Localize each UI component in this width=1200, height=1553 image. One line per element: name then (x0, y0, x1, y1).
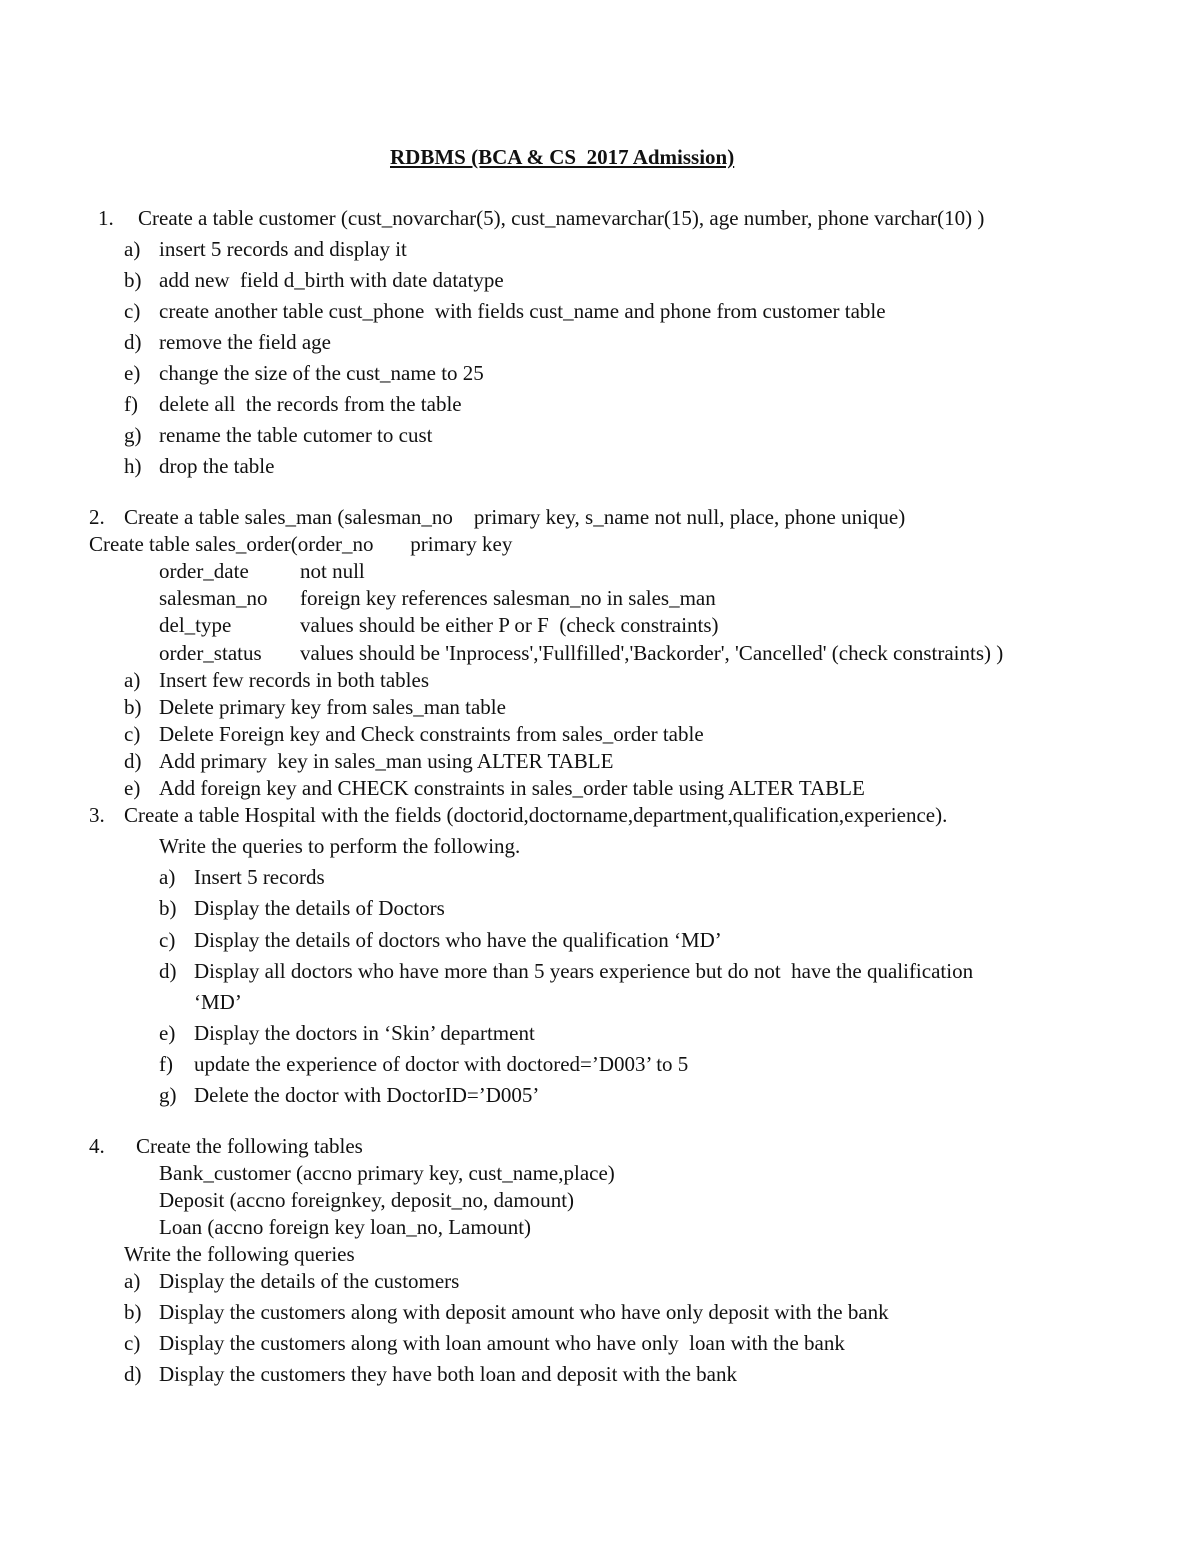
item-marker: d) (124, 1362, 142, 1386)
list-item-text: Insert few records in both tables (159, 668, 429, 692)
field-name: del_type (159, 613, 232, 637)
list-item-text: drop the table (159, 454, 275, 478)
list-item-text: Delete primary key from sales_man table (159, 695, 506, 719)
list-item (124, 724, 140, 745)
list-item (124, 239, 140, 260)
question-4-number: 4. (89, 1134, 105, 1158)
list-item-text: insert 5 records and display it (159, 237, 407, 261)
item-marker: a) (124, 1269, 141, 1293)
item-marker: a) (159, 865, 176, 889)
item-marker: a) (124, 668, 141, 692)
list-item (124, 332, 142, 353)
list-item (124, 456, 142, 477)
page-title: RDBMS (BCA & CS 2017 Admission) (390, 145, 735, 169)
field-desc: foreign key references salesman_no in sales_man (300, 586, 716, 610)
list-item-text: Display the customers they have both loan and deposit with the bank (159, 1362, 737, 1386)
item-marker: e) (124, 776, 141, 800)
list-item-text: Display the details of the customers (159, 1269, 460, 1293)
question-3-text: Create a table Hospital with the fields (doctorid,doctorname,department,qualification,experience). (124, 803, 948, 827)
item-marker: f) (124, 392, 138, 416)
question-3-number: 3. (89, 803, 105, 827)
list-item-text: Delete the doctor with DoctorID=’D005’ (194, 1083, 540, 1107)
question-4-text: Create the following tables (136, 1134, 363, 1158)
list-item (124, 270, 142, 291)
field-desc: values should be 'Inprocess','Fullfilled','Backorder', 'Cancelled' (check constraints) ) (300, 641, 1004, 665)
item-marker: h) (124, 454, 142, 478)
list-item (124, 697, 142, 718)
table-definition: Loan (accno foreign key loan_no, Lamount) (159, 1215, 532, 1239)
item-marker: e) (159, 1021, 176, 1045)
list-item-text: Display the customers along with deposit amount who have only deposit with the bank (159, 1300, 889, 1324)
list-item-text: Add foreign key and CHECK constraints in sales_order table using ALTER TABLE (159, 776, 865, 800)
list-item (159, 1085, 177, 1106)
list-item (159, 867, 175, 888)
list-item-text: rename the table cutomer to cust (159, 423, 433, 447)
item-marker: b) (124, 695, 142, 719)
list-item-text: Display the doctors in ‘Skin’ department (194, 1021, 535, 1045)
list-item-text: delete all the records from the table (159, 392, 462, 416)
list-item-text: add new field d_birth with date datatype (159, 268, 504, 292)
item-marker: b) (159, 896, 177, 920)
list-item (124, 363, 140, 384)
item-marker: c) (124, 1331, 141, 1355)
list-item (124, 1271, 140, 1292)
item-marker: b) (124, 1300, 142, 1324)
list-item-text: change the size of the cust_name to 25 (159, 361, 484, 385)
list-item-text: create another table cust_phone with fields cust_name and phone from customer table (159, 299, 886, 323)
question-1-number: 1. (98, 206, 114, 230)
field-name: order_status (159, 641, 262, 665)
list-item (159, 1054, 173, 1075)
question-2-line2: Create table sales_order(order_no primary key (89, 532, 513, 556)
list-item-text: Display the details of Doctors (194, 896, 445, 920)
field-name: salesman_no (159, 586, 268, 610)
list-item-text: Display all doctors who have more than 5 years experience but do not have the qualification (194, 959, 974, 983)
list-item-text-continued: ‘MD’ (194, 990, 242, 1014)
list-item (124, 425, 142, 446)
question-2-text: Create a table sales_man (salesman_no primary key, s_name not null, place, phone unique) (124, 505, 906, 529)
list-item-text: Delete Foreign key and Check constraints from sales_order table (159, 722, 704, 746)
table-definition: Bank_customer (accno primary key, cust_name,place) (159, 1161, 615, 1185)
list-item (124, 778, 140, 799)
list-item (159, 961, 177, 982)
list-item-text: remove the field age (159, 330, 331, 354)
item-marker: d) (124, 749, 142, 773)
list-item (124, 1333, 140, 1354)
list-item (124, 301, 140, 322)
list-item (124, 394, 138, 415)
question-2-number: 2. (89, 505, 105, 529)
list-item-text: Insert 5 records (194, 865, 325, 889)
field-desc: values should be either P or F (check constraints) (300, 613, 719, 637)
item-marker: c) (124, 299, 141, 323)
item-marker: c) (124, 722, 141, 746)
list-item (159, 898, 177, 919)
item-marker: d) (159, 959, 177, 983)
question-1-text: Create a table customer (cust_novarchar(5), cust_namevarchar(15), age number, phone varchar(10) ) (138, 206, 985, 230)
list-item-text: Display the details of doctors who have the qualification ‘MD’ (194, 928, 722, 952)
list-item-text: Add primary key in sales_man using ALTER TABLE (159, 749, 614, 773)
question-3-intro: Write the queries to perform the following. (159, 834, 521, 858)
list-item (159, 930, 175, 951)
field-name: order_date (159, 559, 249, 583)
list-item (159, 1023, 175, 1044)
item-marker: g) (159, 1083, 177, 1107)
list-item (124, 751, 142, 772)
list-item (124, 1302, 142, 1323)
item-marker: b) (124, 268, 142, 292)
question-4-intro: Write the following queries (124, 1242, 355, 1266)
item-marker: e) (124, 361, 141, 385)
list-item (124, 1364, 142, 1385)
field-desc: not null (300, 559, 365, 583)
list-item-text: update the experience of doctor with doctored=’D003’ to 5 (194, 1052, 689, 1076)
item-marker: d) (124, 330, 142, 354)
item-marker: g) (124, 423, 142, 447)
table-definition: Deposit (accno foreignkey, deposit_no, damount) (159, 1188, 575, 1212)
list-item (124, 670, 140, 691)
item-marker: c) (159, 928, 176, 952)
item-marker: a) (124, 237, 141, 261)
item-marker: f) (159, 1052, 173, 1076)
list-item-text: Display the customers along with loan amount who have only loan with the bank (159, 1331, 845, 1355)
